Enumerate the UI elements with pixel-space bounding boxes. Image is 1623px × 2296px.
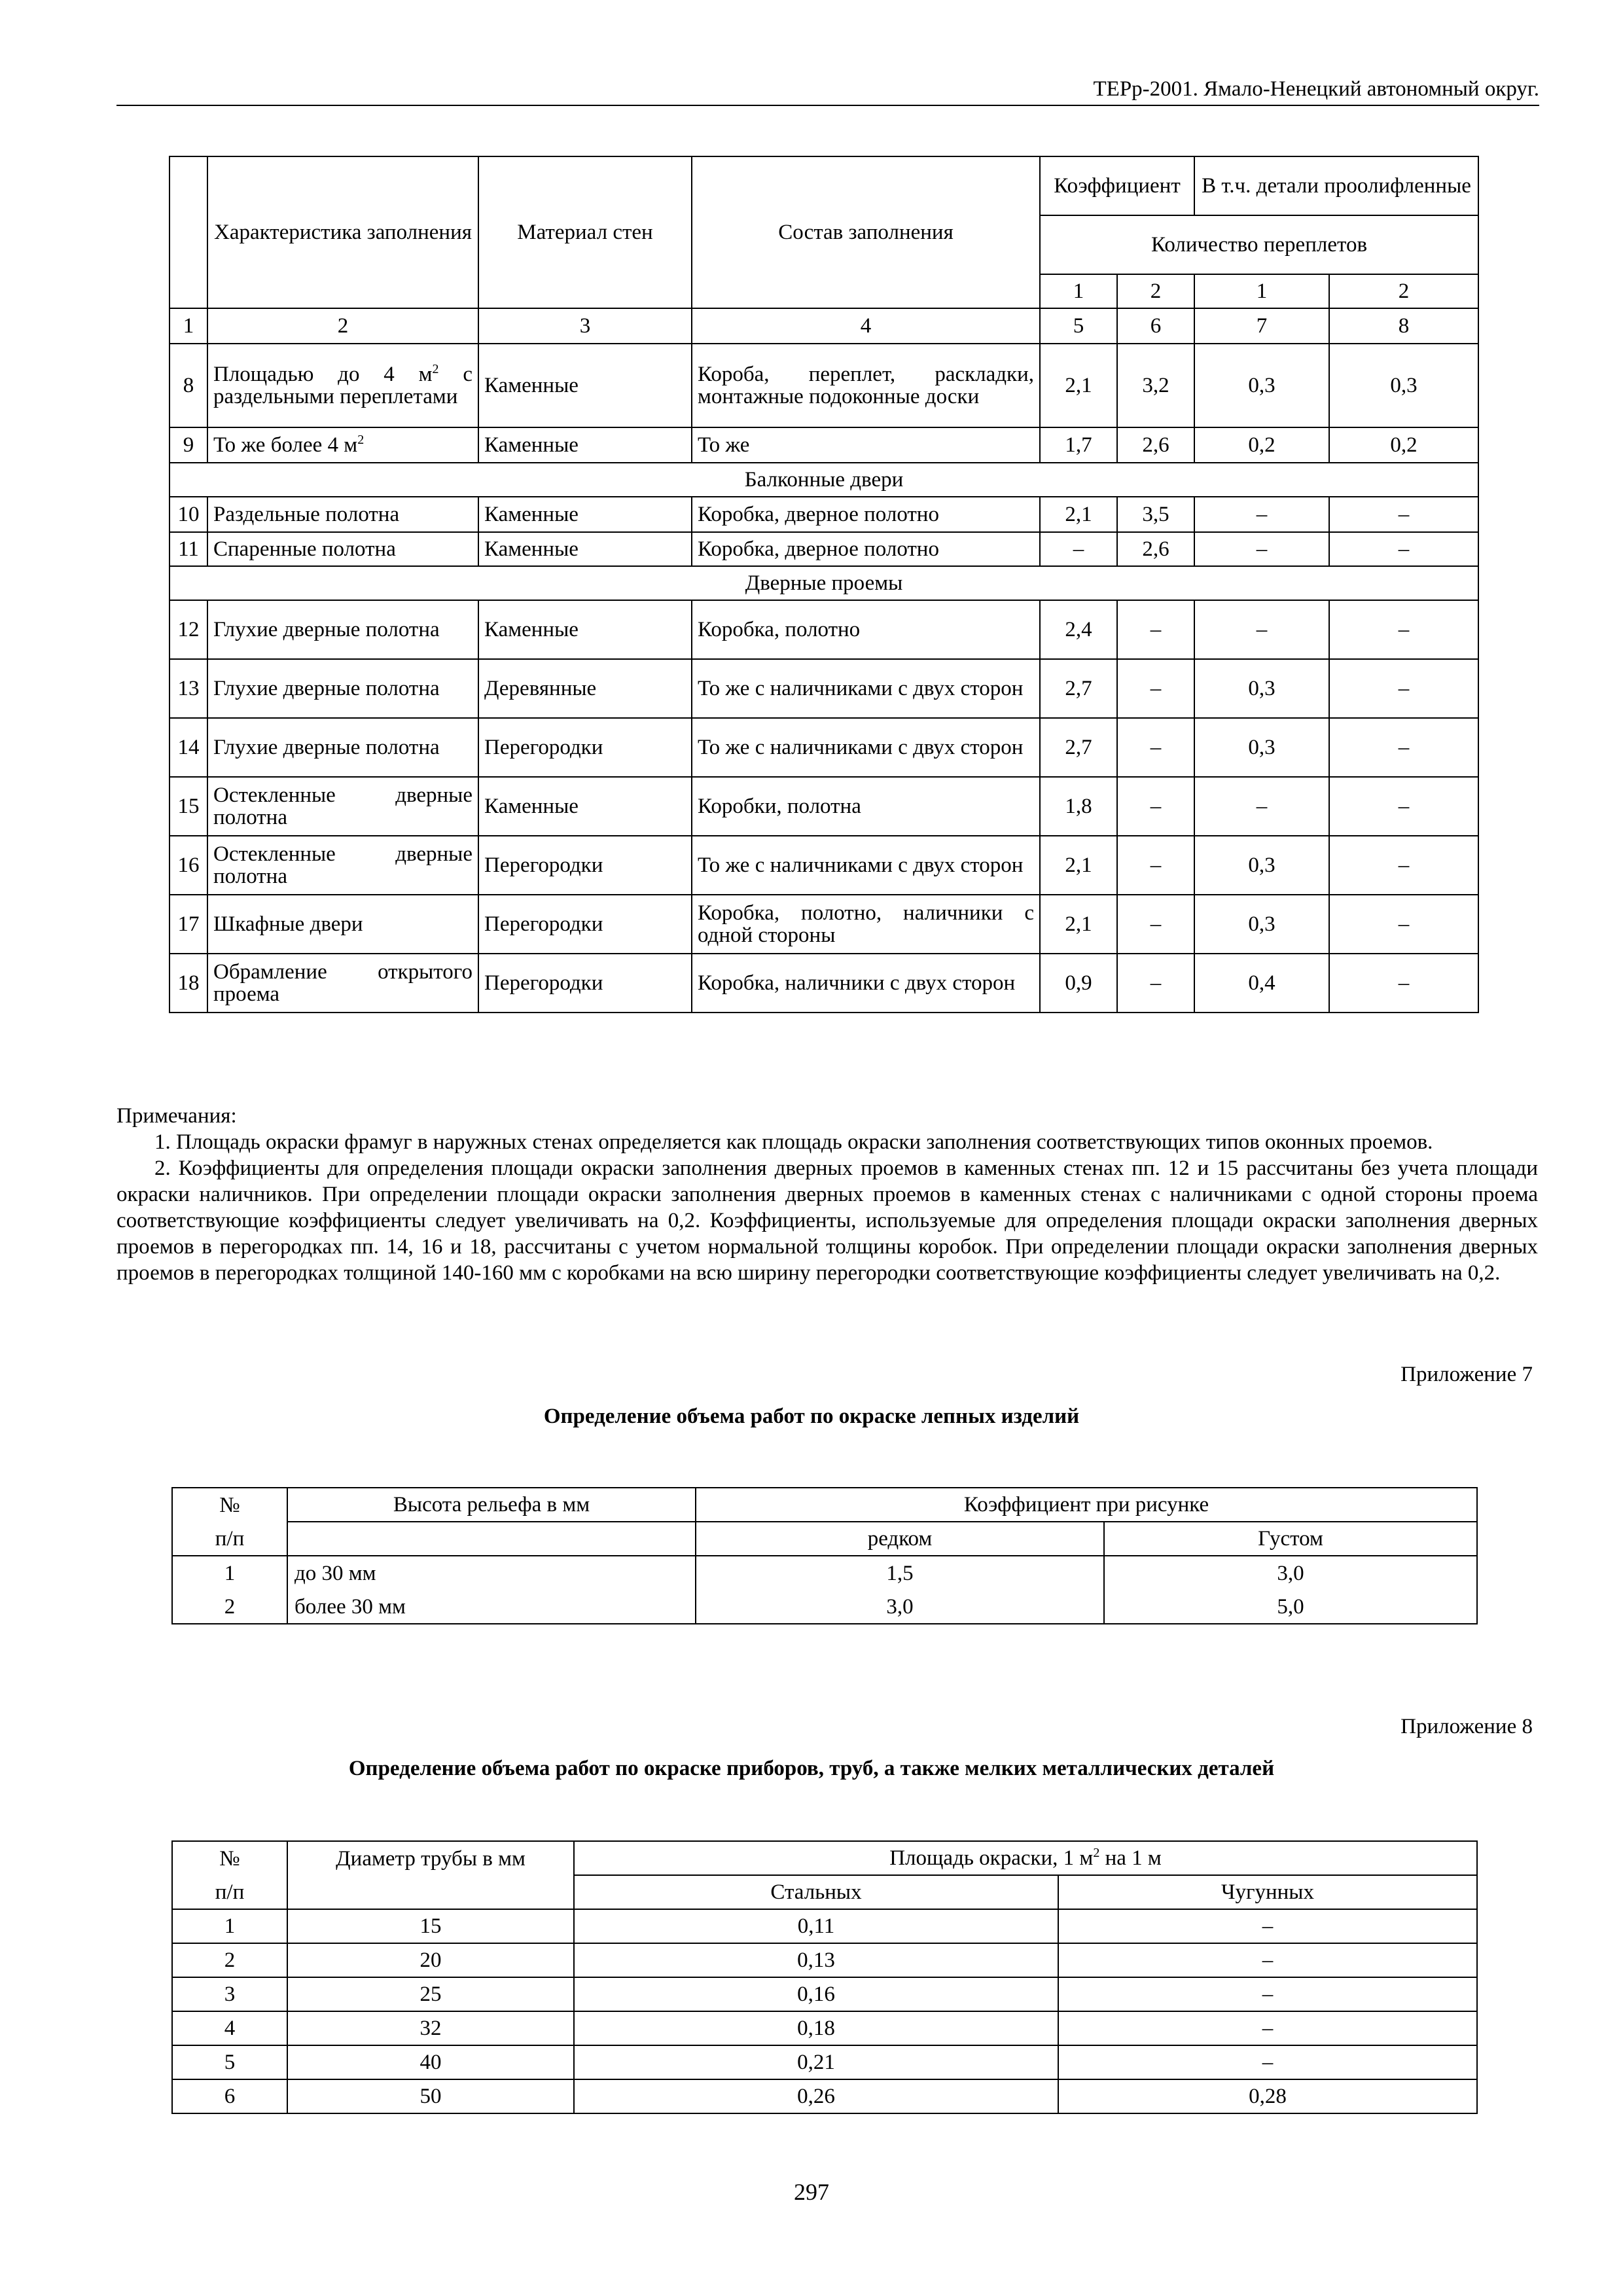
table-row <box>172 2011 1477 2045</box>
row-characteristic: Глухие дверные полотна <box>207 659 478 718</box>
row-num: 1 <box>172 1909 287 1943</box>
table-row <box>169 497 1478 532</box>
row-height: более 30 мм <box>287 1590 696 1624</box>
row-detail-2: – <box>1329 777 1478 836</box>
table-row <box>172 2045 1477 2079</box>
row-material: Перегородки <box>478 895 692 954</box>
col-number: 8 <box>1329 308 1478 344</box>
row-detail-1: 0,3 <box>1194 836 1329 895</box>
row-material: Перегородки <box>478 836 692 895</box>
row-dense: 5,0 <box>1104 1590 1477 1624</box>
section-door-openings: Дверные проемы <box>169 566 1478 600</box>
table-row <box>169 600 1478 659</box>
header-num: № <box>172 1488 287 1522</box>
header-relief-height: Высота рельефа в мм <box>287 1488 696 1522</box>
row-steel: 0,26 <box>574 2079 1058 2113</box>
row-diameter: 25 <box>287 1977 574 2011</box>
row-steel: 0,11 <box>574 1909 1058 1943</box>
row-detail-1: 0,3 <box>1194 718 1329 777</box>
note-1: 1. Площадь окраски фрамуг в наружных стенах определяется как площадь окраски заполнения соответствующих типов оконных проемов. <box>154 1130 1433 1154</box>
row-num: 9 <box>169 427 207 463</box>
row-steel: 0,18 <box>574 2011 1058 2045</box>
header-sub: 1 <box>1040 274 1117 308</box>
pipe-painting-table <box>171 1840 1478 2114</box>
row-cast-iron: 0,28 <box>1058 2079 1477 2113</box>
row-detail-2: 0,2 <box>1329 427 1478 463</box>
row-num: 1 <box>172 1556 287 1590</box>
row-composition: Коробка, дверное полотно <box>692 497 1040 532</box>
row-num: 2 <box>172 1943 287 1977</box>
table-row <box>169 954 1478 1013</box>
row-coef-1: – <box>1040 532 1117 566</box>
appendix-7-label: Приложение 7 <box>1400 1363 1533 1386</box>
row-detail-2: 0,3 <box>1329 344 1478 427</box>
header-steel: Стальных <box>574 1875 1058 1909</box>
row-cast-iron: – <box>1058 1977 1477 2011</box>
row-diameter: 50 <box>287 2079 574 2113</box>
row-composition: То же с наличниками с двух сторон <box>692 718 1040 777</box>
row-characteristic: Глухие дверные полотна <box>207 600 478 659</box>
row-coef-2: – <box>1117 836 1194 895</box>
row-coef-1: 2,1 <box>1040 497 1117 532</box>
row-composition: Коробка, полотно, наличники с одной стороны <box>692 895 1040 954</box>
row-characteristic: Остекленные дверные полотна <box>207 836 478 895</box>
appendix-8-label: Приложение 8 <box>1400 1715 1533 1738</box>
table-row <box>172 2079 1477 2113</box>
header-wall-material: Материал стен <box>478 156 692 308</box>
row-coef-1: 2,1 <box>1040 344 1117 427</box>
col-number: 2 <box>207 308 478 344</box>
table-row <box>169 532 1478 566</box>
row-coef-1: 1,7 <box>1040 427 1117 463</box>
notes-block <box>116 1103 1538 1286</box>
header-frame-count: Количество переплетов <box>1040 215 1478 274</box>
row-num: 15 <box>169 777 207 836</box>
row-composition: Коробка, наличники с двух сторон <box>692 954 1040 1013</box>
col-number: 4 <box>692 308 1040 344</box>
row-cast-iron: – <box>1058 1943 1477 1977</box>
appendix-7-title: Определение объема работ по окраске лепных изделий <box>543 1405 1080 1428</box>
table-row <box>169 344 1478 427</box>
table-row <box>172 1909 1477 1943</box>
row-detail-1: 0,3 <box>1194 895 1329 954</box>
header-pattern-coefficient: Коэффициент при рисунке <box>696 1488 1477 1522</box>
row-material: Перегородки <box>478 954 692 1013</box>
row-num: 10 <box>169 497 207 532</box>
row-coef-1: 2,1 <box>1040 836 1117 895</box>
col-number: 6 <box>1117 308 1194 344</box>
header-empty <box>287 1875 574 1909</box>
row-dense: 3,0 <box>1104 1556 1477 1590</box>
header-num-2: п/п <box>172 1522 287 1556</box>
row-coef-1: 2,7 <box>1040 718 1117 777</box>
row-diameter: 15 <box>287 1909 574 1943</box>
row-material: Каменные <box>478 427 692 463</box>
row-characteristic: Обрамление открытого проема <box>207 954 478 1013</box>
row-detail-2: – <box>1329 836 1478 895</box>
row-characteristic: Шкафные двери <box>207 895 478 954</box>
header-cell-num <box>169 156 207 308</box>
header-num-2: п/п <box>172 1875 287 1909</box>
header-incl-details: В т.ч. детали проолифленные <box>1194 156 1478 215</box>
row-num: 11 <box>169 532 207 566</box>
row-characteristic: Глухие дверные полотна <box>207 718 478 777</box>
row-coef-2: – <box>1117 954 1194 1013</box>
row-composition: Коробка, полотно <box>692 600 1040 659</box>
row-composition: Коробка, дверное полотно <box>692 532 1040 566</box>
row-diameter: 32 <box>287 2011 574 2045</box>
row-material: Перегородки <box>478 718 692 777</box>
row-characteristic: Спаренные полотна <box>207 532 478 566</box>
row-detail-1: 0,3 <box>1194 659 1329 718</box>
row-steel: 0,13 <box>574 1943 1058 1977</box>
header-sub: 2 <box>1329 274 1478 308</box>
table-row <box>169 427 1478 463</box>
row-characteristic: Площадью до 4 $м^2$ с раздельными переплетами <box>207 344 478 427</box>
running-header: ТЕРр-2001. Ямало-Ненецкий автономный округ. <box>1093 77 1539 101</box>
row-material: Каменные <box>478 777 692 836</box>
note-2: 2. Коэффициенты для определения площади окраски заполнения дверных проемов в каменных стенах пп. 12 и 15 рассчитаны без учета площади окраски наличников. При определении площади окраски заполнения дверных проемов в каменных стенах с наличниками с одной стороны проема соответствующие коэффициенты следует увеличивать на 0,2. Коэффициенты, используемые для определения площади окраски заполнения дверных проемов в перегородках пп. 14, 16 и 18, рассчитаны с учетом нормальной толщины коробок. При определении площади окраски заполнения дверных проемов в перегородках толщиной 140-160 мм с коробками на всю ширину перегородки соответствующие коэффициенты следует увеличивать на 0,2. <box>116 1157 1538 1285</box>
table-row <box>172 1590 1477 1624</box>
row-detail-1: – <box>1194 532 1329 566</box>
relief-coefficient-table <box>171 1487 1478 1624</box>
col-number: 1 <box>169 308 207 344</box>
row-characteristic: Остекленные дверные полотна <box>207 777 478 836</box>
row-diameter: 40 <box>287 2045 574 2079</box>
row-num: 17 <box>169 895 207 954</box>
row-num: 18 <box>169 954 207 1013</box>
header-rule <box>116 105 1539 106</box>
table-row <box>169 895 1478 954</box>
row-num: 6 <box>172 2079 287 2113</box>
row-composition: То же с наличниками с двух сторон <box>692 836 1040 895</box>
row-coef-2: 3,2 <box>1117 344 1194 427</box>
row-cast-iron: – <box>1058 2011 1477 2045</box>
row-rare: 1,5 <box>696 1556 1104 1590</box>
header-composition: Состав заполнения <box>692 156 1040 308</box>
row-coef-2: – <box>1117 718 1194 777</box>
header-sub: 1 <box>1194 274 1329 308</box>
row-detail-2: – <box>1329 532 1478 566</box>
row-num: 8 <box>169 344 207 427</box>
row-detail-1: – <box>1194 497 1329 532</box>
row-num: 2 <box>172 1590 287 1624</box>
row-material: Каменные <box>478 344 692 427</box>
row-num: 13 <box>169 659 207 718</box>
row-coef-1: 1,8 <box>1040 777 1117 836</box>
row-detail-1: – <box>1194 777 1329 836</box>
table-row <box>169 659 1478 718</box>
appendix-8-title: Определение объема работ по окраске приборов, труб, а также мелких металлических деталей <box>348 1757 1275 1780</box>
row-coef-1: 0,9 <box>1040 954 1117 1013</box>
row-coef-2: – <box>1117 895 1194 954</box>
row-characteristic: Раздельные полотна <box>207 497 478 532</box>
row-composition: То же с наличниками с двух сторон <box>692 659 1040 718</box>
col-number: 5 <box>1040 308 1117 344</box>
row-material: Каменные <box>478 600 692 659</box>
row-steel: 0,21 <box>574 2045 1058 2079</box>
header-characteristic: Характеристика заполнения <box>207 156 478 308</box>
table-row <box>172 1943 1477 1977</box>
row-coef-2: 3,5 <box>1117 497 1194 532</box>
table-row <box>169 777 1478 836</box>
row-composition: Короба, переплет, раскладки, монтажные подоконные доски <box>692 344 1040 427</box>
row-coef-1: 2,4 <box>1040 600 1117 659</box>
col-number: 7 <box>1194 308 1329 344</box>
section-balcony-doors: Балконные двери <box>169 463 1478 497</box>
header-rare: редком <box>696 1522 1104 1556</box>
page-number: 297 <box>794 2179 829 2205</box>
row-coef-2: 2,6 <box>1117 427 1194 463</box>
row-num: 5 <box>172 2045 287 2079</box>
header-dense: Густом <box>1104 1522 1477 1556</box>
row-coef-2: 2,6 <box>1117 532 1194 566</box>
row-detail-1: 0,2 <box>1194 427 1329 463</box>
row-detail-2: – <box>1329 497 1478 532</box>
row-rare: 3,0 <box>696 1590 1104 1624</box>
row-num: 14 <box>169 718 207 777</box>
header-pipe-diameter: Диаметр трубы в мм <box>287 1841 574 1875</box>
row-composition: То же <box>692 427 1040 463</box>
row-num: 4 <box>172 2011 287 2045</box>
row-num: 3 <box>172 1977 287 2011</box>
table-row <box>169 718 1478 777</box>
header-paint-area: Площадь окраски, 1 $м^2$ на 1 м <box>574 1841 1477 1875</box>
header-cast-iron: Чугунных <box>1058 1875 1477 1909</box>
header-num: № <box>172 1841 287 1875</box>
row-composition: Коробки, полотна <box>692 777 1040 836</box>
row-detail-2: – <box>1329 954 1478 1013</box>
row-height: до 30 мм <box>287 1556 696 1590</box>
table-row <box>169 836 1478 895</box>
row-detail-2: – <box>1329 718 1478 777</box>
row-detail-1: 0,4 <box>1194 954 1329 1013</box>
row-characteristic: То же более 4 $м^2$ <box>207 427 478 463</box>
row-cast-iron: – <box>1058 2045 1477 2079</box>
row-coef-2: – <box>1117 777 1194 836</box>
notes-title: Примечания: <box>116 1104 237 1128</box>
row-diameter: 20 <box>287 1943 574 1977</box>
row-material: Каменные <box>478 497 692 532</box>
row-detail-1: – <box>1194 600 1329 659</box>
row-detail-2: – <box>1329 895 1478 954</box>
header-coefficient: Коэффициент <box>1040 156 1194 215</box>
header-empty <box>287 1522 696 1556</box>
header-sub: 2 <box>1117 274 1194 308</box>
row-coef-1: 2,7 <box>1040 659 1117 718</box>
row-coef-1: 2,1 <box>1040 895 1117 954</box>
row-detail-1: 0,3 <box>1194 344 1329 427</box>
row-material: Деревянные <box>478 659 692 718</box>
filling-coefficients-table <box>169 156 1479 1013</box>
row-coef-2: – <box>1117 600 1194 659</box>
col-number: 3 <box>478 308 692 344</box>
table-row <box>172 1556 1477 1590</box>
table-row <box>172 1977 1477 2011</box>
row-num: 16 <box>169 836 207 895</box>
row-coef-2: – <box>1117 659 1194 718</box>
row-steel: 0,16 <box>574 1977 1058 2011</box>
row-cast-iron: – <box>1058 1909 1477 1943</box>
row-detail-2: – <box>1329 600 1478 659</box>
row-num: 12 <box>169 600 207 659</box>
row-detail-2: – <box>1329 659 1478 718</box>
row-material: Каменные <box>478 532 692 566</box>
